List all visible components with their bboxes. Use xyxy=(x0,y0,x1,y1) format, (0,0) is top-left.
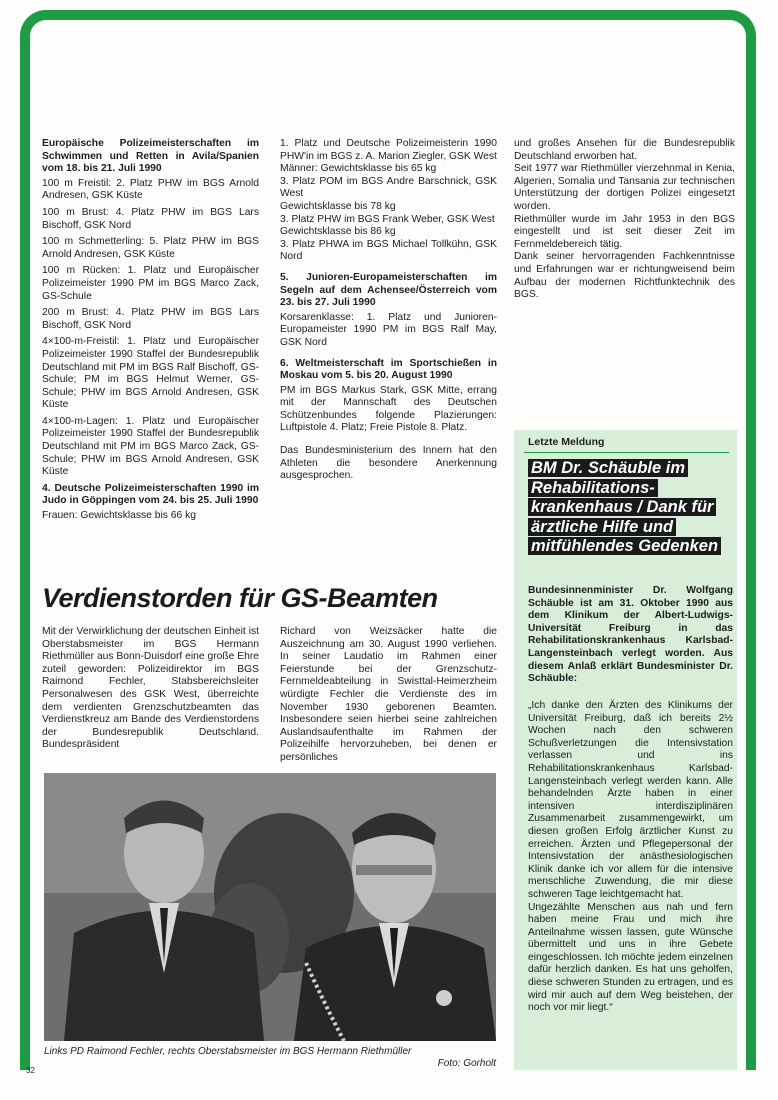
result-line: 100 m Brust: 4. Platz PHW im BGS Lars Bischoff, GSK Nord xyxy=(42,206,259,231)
result-line: 4×100-m-Lagen: 1. Platz und Europäischer Polizeimeister 1990 Staffel der Bundesrepublik Deutschland mit PM im BGS Marco Zack, GS-Schule; PHW im BGS Arnold Andresen, GSK Küste xyxy=(42,415,259,478)
result-line: 4×100-m-Freistil: 1. Platz und Europäischer Polizeimeister 1990 Staffel der Bundesrepublik Deutschland mit PM im BGS Ralf Bischoff, GS-Schule; PM im BGS Helmut Werner, GS-Schule; PHW im BGS Arnold Andresen, GSK Küste xyxy=(42,336,259,411)
result-line: 3. Platz POM im BGS Andre Barschnick, GSK West xyxy=(280,175,497,200)
paragraph: Riethmüller wurde im Jahr 1953 in den BGS eingestellt und ist seit dieser Zeit im Fernmeldebereich tätig. xyxy=(514,213,735,250)
result-line: Frauen: Gewichtsklasse bis 66 kg xyxy=(42,510,196,522)
paragraph: und großes Ansehen für die Bundesrepublik Deutschland erworben hat. xyxy=(514,138,735,162)
result-line: 200 m Brust: 4. Platz PHW im BGS Lars Bischoff, GSK Nord xyxy=(42,307,259,331)
box-divider xyxy=(524,452,729,453)
paragraph: Dank seiner hervorragenden Fachkenntnisse und Erfahrungen war er richtungweisend beim Aufbau der modernen Richtfunktechnik des BGS. xyxy=(514,251,735,301)
paragraph: Richard von Weizsäcker hatte die Auszeichnung am 30. August 1990 verliehen. In seiner Laudatio im Rahmen einer Feierstunde bei der Grenzschutz-Fernmeldeabteilung in Swisttal-Heimerzheim würdigte Fechler die Verdienste des im November 1930 geborenen Beamten. Insbesondere seien hierbei seine zahlreichen Auslandsaufenthalte im Rahmen der Polizeihilfe hervorzuheben, bei denen er persönliches xyxy=(280,626,497,763)
page-number: 32 xyxy=(26,1066,35,1075)
photo-credit: Foto: Gorholt xyxy=(437,1058,496,1069)
result-line: 100 m Freistil: 2. Platz PHW im BGS Arnold Andresen, GSK Küste xyxy=(42,177,259,202)
result-line: Männer: Gewichtsklasse bis 65 kg xyxy=(280,163,437,175)
award-photo xyxy=(44,773,496,1041)
photo-caption xyxy=(44,1046,496,1070)
section-heading: 6. Weltmeisterschaft im Sportschießen in Moskau vom 5. bis 20. August 1990 xyxy=(280,357,497,382)
quote-paragraph: „Ich danke den Ärzten des Klinikums der Universität Freiburg, daß ich bereits 2½ Wochen nach den schweren Schußverletzungen die Intensivstation verlassen und ins Rehabilitationskrankenhaus Karlsbad-Langensteinbach verlegt werden kann. Alle behandelnden Ärzte haben in einer intensiven interdisziplinären Zusammenarbeit zusammengewirkt, um diesen großen Erfolg ärztlicher Kunst zu erreichen. Ärzten und Pflegepersonal der Intensivstation der anästhesiologischen Klinik danke ich vor allem für die intensive menschliche Zuwendung, die mir diese schweren Tage leichtgemacht hat. xyxy=(528,700,733,900)
article-text-left xyxy=(42,626,259,756)
article-text-right xyxy=(280,626,497,769)
result-line: Korsarenklasse: 1. Platz und Junioren-Europameister 1990 PM im BGS Ralf May, GSK Nord xyxy=(280,311,497,348)
result-line: Gewichtsklasse bis 86 kg xyxy=(280,226,396,238)
result-line: PM im BGS Markus Stark, GSK Mitte, errang mit der Mannschaft des Deutschen Schützenbundes folgende Plazierungen: Luftpistole 4. Platz; Freie Pistole 8. Platz. xyxy=(280,384,497,434)
box-lead: Bundesinnenminister Dr. Wolfgang Schäuble ist am 31. Oktober 1990 aus dem Klinikum der Albert-Ludwigs-Universität Freiburg in das Rehabilitationskrankenhaus Karlsbad-Langensteinbach verlegt worden. Aus diesem Anlaß erklärt Bundesminister Dr. Schäuble: xyxy=(528,585,733,685)
box-headline xyxy=(528,459,733,557)
photo-illustration xyxy=(44,773,496,1041)
result-line: Gewichtsklasse bis 78 kg xyxy=(280,200,396,212)
paragraph: Mit der Verwirklichung der deutschen Einheit ist Oberstabsmeister im BGS Hermann Riethmüller aus Bonn-Duisdorf eine große Ehre zuteil geworden: Polizeidirektor im BGS Raimond Fechler, Stabsbereichsleiter Personalwesen des GSK West, überreichte dem verdienten Grenzschutzbeamten das Verdienstkreuz am Bande des Verdienstordens der Bundesrepublik Deutschland. Bundespräsident xyxy=(42,626,259,751)
results-column-2 xyxy=(280,138,497,487)
closing-paragraph: Das Bundesministerium des Innern hat den Athleten die besondere Anerkennung ausgesprochen. xyxy=(280,445,497,482)
result-line: 100 m Schmetterling: 5. Platz PHW im BGS Arnold Andresen, GSK Küste xyxy=(42,236,259,260)
result-line: 100 m Rücken: 1. Platz und Europäischer Polizeimeister 1990 PM im BGS Marco Zack, GS-Schule xyxy=(42,265,259,302)
result-line: 1. Platz und Deutsche Polizeimeisterin 1990 PHW'in im BGS z. A. Marion Ziegler, GSK West xyxy=(280,138,497,162)
caption-text: Links PD Raimond Fechler, rechts Oberstabsmeister im BGS Hermann Riethmüller xyxy=(44,1046,412,1057)
paragraph: Seit 1977 war Riethmüller vierzehnmal in Kenia, Algerien, Somalia und Tansania zur technischen Unterstützung der dortigen Polizei eingesetzt worden. xyxy=(514,163,735,212)
result-line: 3. Platz PHWA im BGS Michael Tollkühn, GSK Nord xyxy=(280,238,497,263)
box-quote xyxy=(528,700,733,1015)
section-heading: 4. Deutsche Polizeimeisterschaften 1990 im Judo in Göppingen vom 24. bis 25. Juli 1990 xyxy=(42,482,259,507)
section-heading: Europäische Polizeimeisterschaften im Schwimmen und Retten in Avila/Spanien vom 18. bis 21. Juli 1990 xyxy=(42,138,259,175)
section-heading: 5. Junioren-Europameisterschaften im Segeln auf dem Achensee/Österreich vom 23. bis 27. Juli 1990 xyxy=(280,271,497,309)
quote-paragraph: Ungezählte Menschen aus nah und fern haben meine Frau und mich ihre Anteilnahme wissen lassen, gute Wünsche übermittelt und uns in ihre Gebete eingeschlossen. Ich möchte jedem einzelnen dafür herzlich danken. Es hat uns geholfen, diese schweren Stunden zu ertragen, und es wird mir auch auf dem Weg beistehen, der noch vor mir liegt.“ xyxy=(528,901,733,1014)
box-tag: Letzte Meldung xyxy=(528,436,605,448)
article-continuation-column xyxy=(514,138,735,302)
box-headline-text: BM Dr. Schäuble im Rehabilitations-krankenhaus / Dank für ärztliche Hilfe und mitfühlendes Gedenken xyxy=(528,459,721,555)
result-line: 3. Platz PHW im BGS Frank Weber, GSK West xyxy=(280,213,495,225)
results-column-1 xyxy=(42,138,259,527)
article-headline: Verdienstorden für GS-Beamten xyxy=(42,583,438,613)
